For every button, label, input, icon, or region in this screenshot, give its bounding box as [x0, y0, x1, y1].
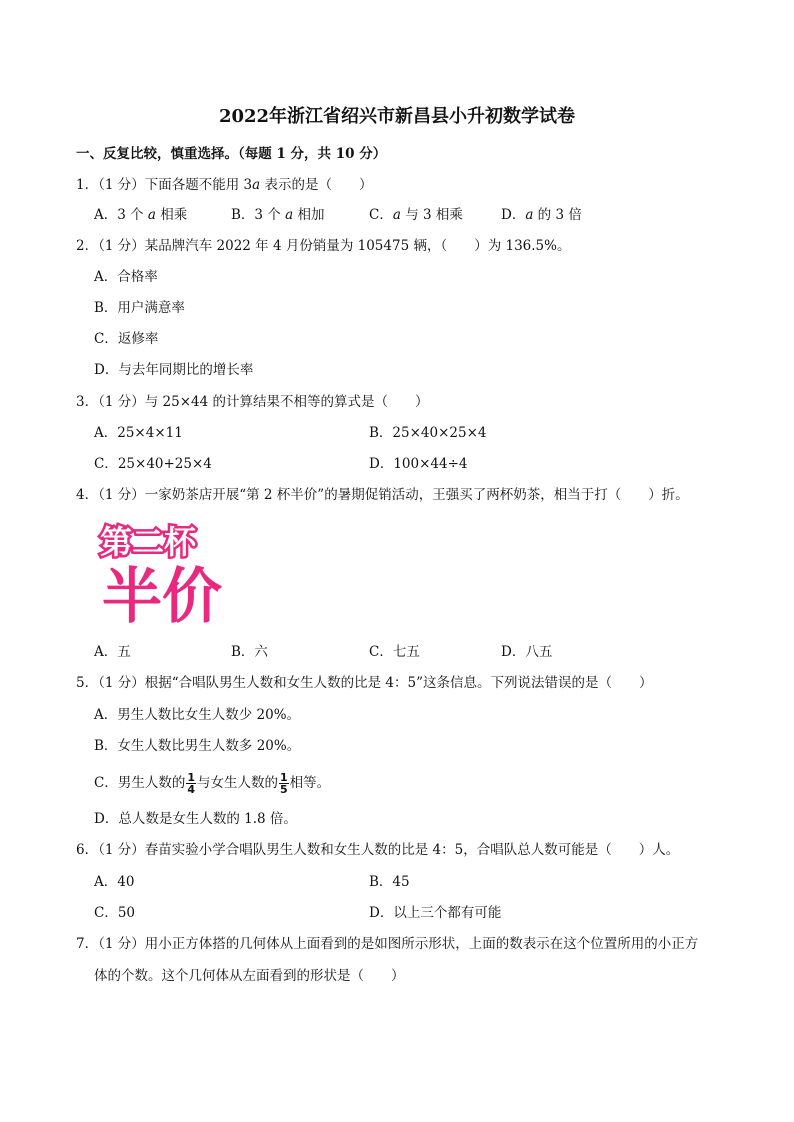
question-3-stem: 3．（1 分）与 25×44 的计算结果不相等的算式是（ ）: [76, 394, 429, 410]
question-6-option-c[interactable]: C．50: [94, 905, 136, 921]
option-text: C．男生人数的: [94, 775, 186, 791]
question-5-option-c[interactable]: [94, 770, 330, 796]
option-text: D．: [501, 207, 526, 223]
question-6-option-a[interactable]: A．40: [94, 874, 135, 890]
question-2-option-a[interactable]: A．合格率: [94, 269, 158, 285]
question-6-option-d[interactable]: D．以上三个都有可能: [369, 905, 502, 921]
option-text: A．3 个: [94, 207, 148, 223]
question-1-option-b[interactable]: [231, 205, 324, 225]
question-1-stem-prefix: 1．（1 分）下面各题不能用 3: [76, 177, 253, 193]
question-1-stem-suffix: 表示的是（ ）: [260, 177, 373, 193]
question-1-stem: [76, 175, 372, 195]
fraction-numerator: 1: [280, 771, 288, 784]
question-2-stem: 2．（1 分）某品牌汽车 2022 年 4 月份销量为 105475 辆，（ ）为 136.5%。: [76, 238, 571, 254]
question-2-option-c[interactable]: C．返修率: [94, 331, 159, 347]
option-text: C．: [369, 207, 393, 223]
section-heading: 一、反复比较，慎重选择。（每题 1 分，共 10 分）: [76, 146, 387, 162]
question-5-option-d[interactable]: D．总人数是女生人数的 1.8 倍。: [94, 811, 297, 827]
promo-line1: 第二杯: [100, 523, 197, 561]
option-var: a: [525, 207, 534, 223]
question-4-option-c[interactable]: C．七五: [369, 644, 420, 660]
option-text: B．3 个: [231, 207, 286, 223]
question-7-stem-line1: 7．（1 分）用小正方体搭的几何体从上面看到的是如图所示形状，上面的数表示在这个位置所用的小正方: [76, 936, 699, 952]
question-5-stem: 5．（1 分）根据“合唱队男生人数和女生人数的比是 4：5”这条信息。下列说法错误的是（ ）: [76, 675, 653, 691]
question-4-option-d[interactable]: D．八五: [501, 644, 553, 660]
fraction-numerator: 1: [187, 771, 195, 784]
question-5-option-b[interactable]: B．女生人数比男生人数多 20%。: [94, 738, 301, 754]
option-text: 相乘: [155, 207, 188, 223]
option-text: 相加: [293, 207, 325, 223]
question-5-option-a[interactable]: A．男生人数比女生人数少 20%。: [94, 707, 301, 723]
option-var: a: [392, 207, 401, 223]
question-4-option-b[interactable]: B．六: [231, 644, 268, 660]
half-price-promo-image: [96, 513, 254, 629]
question-7-stem-line2: 体的个数。这个几何体从左面看到的形状是（ ）: [94, 968, 405, 984]
fraction-denominator: 5: [280, 783, 288, 796]
page-title: 2022年浙江省绍兴市新昌县小升初数学试卷: [218, 106, 576, 127]
question-6-option-b[interactable]: B．45: [369, 874, 410, 890]
option-var: a: [285, 207, 294, 223]
question-1-option-c[interactable]: [369, 205, 463, 225]
question-4-stem: 4．（1 分）一家奶茶店开展“第 2 杯半价”的暑期促销活动，王强买了两杯奶茶，相当于打（ ）折。: [76, 487, 689, 503]
question-2-option-d[interactable]: D．与去年同期比的增长率: [94, 362, 254, 378]
question-6-stem: 6．（1 分）春苗实验小学合唱队男生人数和女生人数的比是 4：5，合唱队总人数可能是（ ）人。: [76, 842, 680, 858]
question-4-option-a[interactable]: A．五: [94, 644, 131, 660]
question-2-option-b[interactable]: B．用户满意率: [94, 300, 185, 316]
question-1-option-a[interactable]: [94, 205, 187, 225]
option-text: 相等。: [289, 775, 331, 791]
question-3-option-d[interactable]: D．100×44÷4: [369, 456, 468, 472]
option-text: 的 3 倍: [533, 207, 582, 223]
fraction-one-fifth: [279, 772, 289, 795]
question-3-option-a[interactable]: A．25×4×11: [94, 425, 183, 441]
fraction-one-quarter: [186, 772, 196, 795]
fraction-denominator: 4: [187, 783, 195, 796]
option-var: a: [147, 207, 156, 223]
question-1-option-d[interactable]: [501, 205, 582, 225]
question-3-option-b[interactable]: B．25×40×25×4: [369, 425, 487, 441]
promo-line2: 半价: [102, 562, 222, 629]
option-text: 与 3 相乘: [400, 207, 463, 223]
option-text: 与女生人数的: [197, 775, 278, 791]
question-1-stem-var: a: [252, 177, 261, 193]
question-3-option-c[interactable]: C．25×40+25×4: [94, 456, 212, 472]
